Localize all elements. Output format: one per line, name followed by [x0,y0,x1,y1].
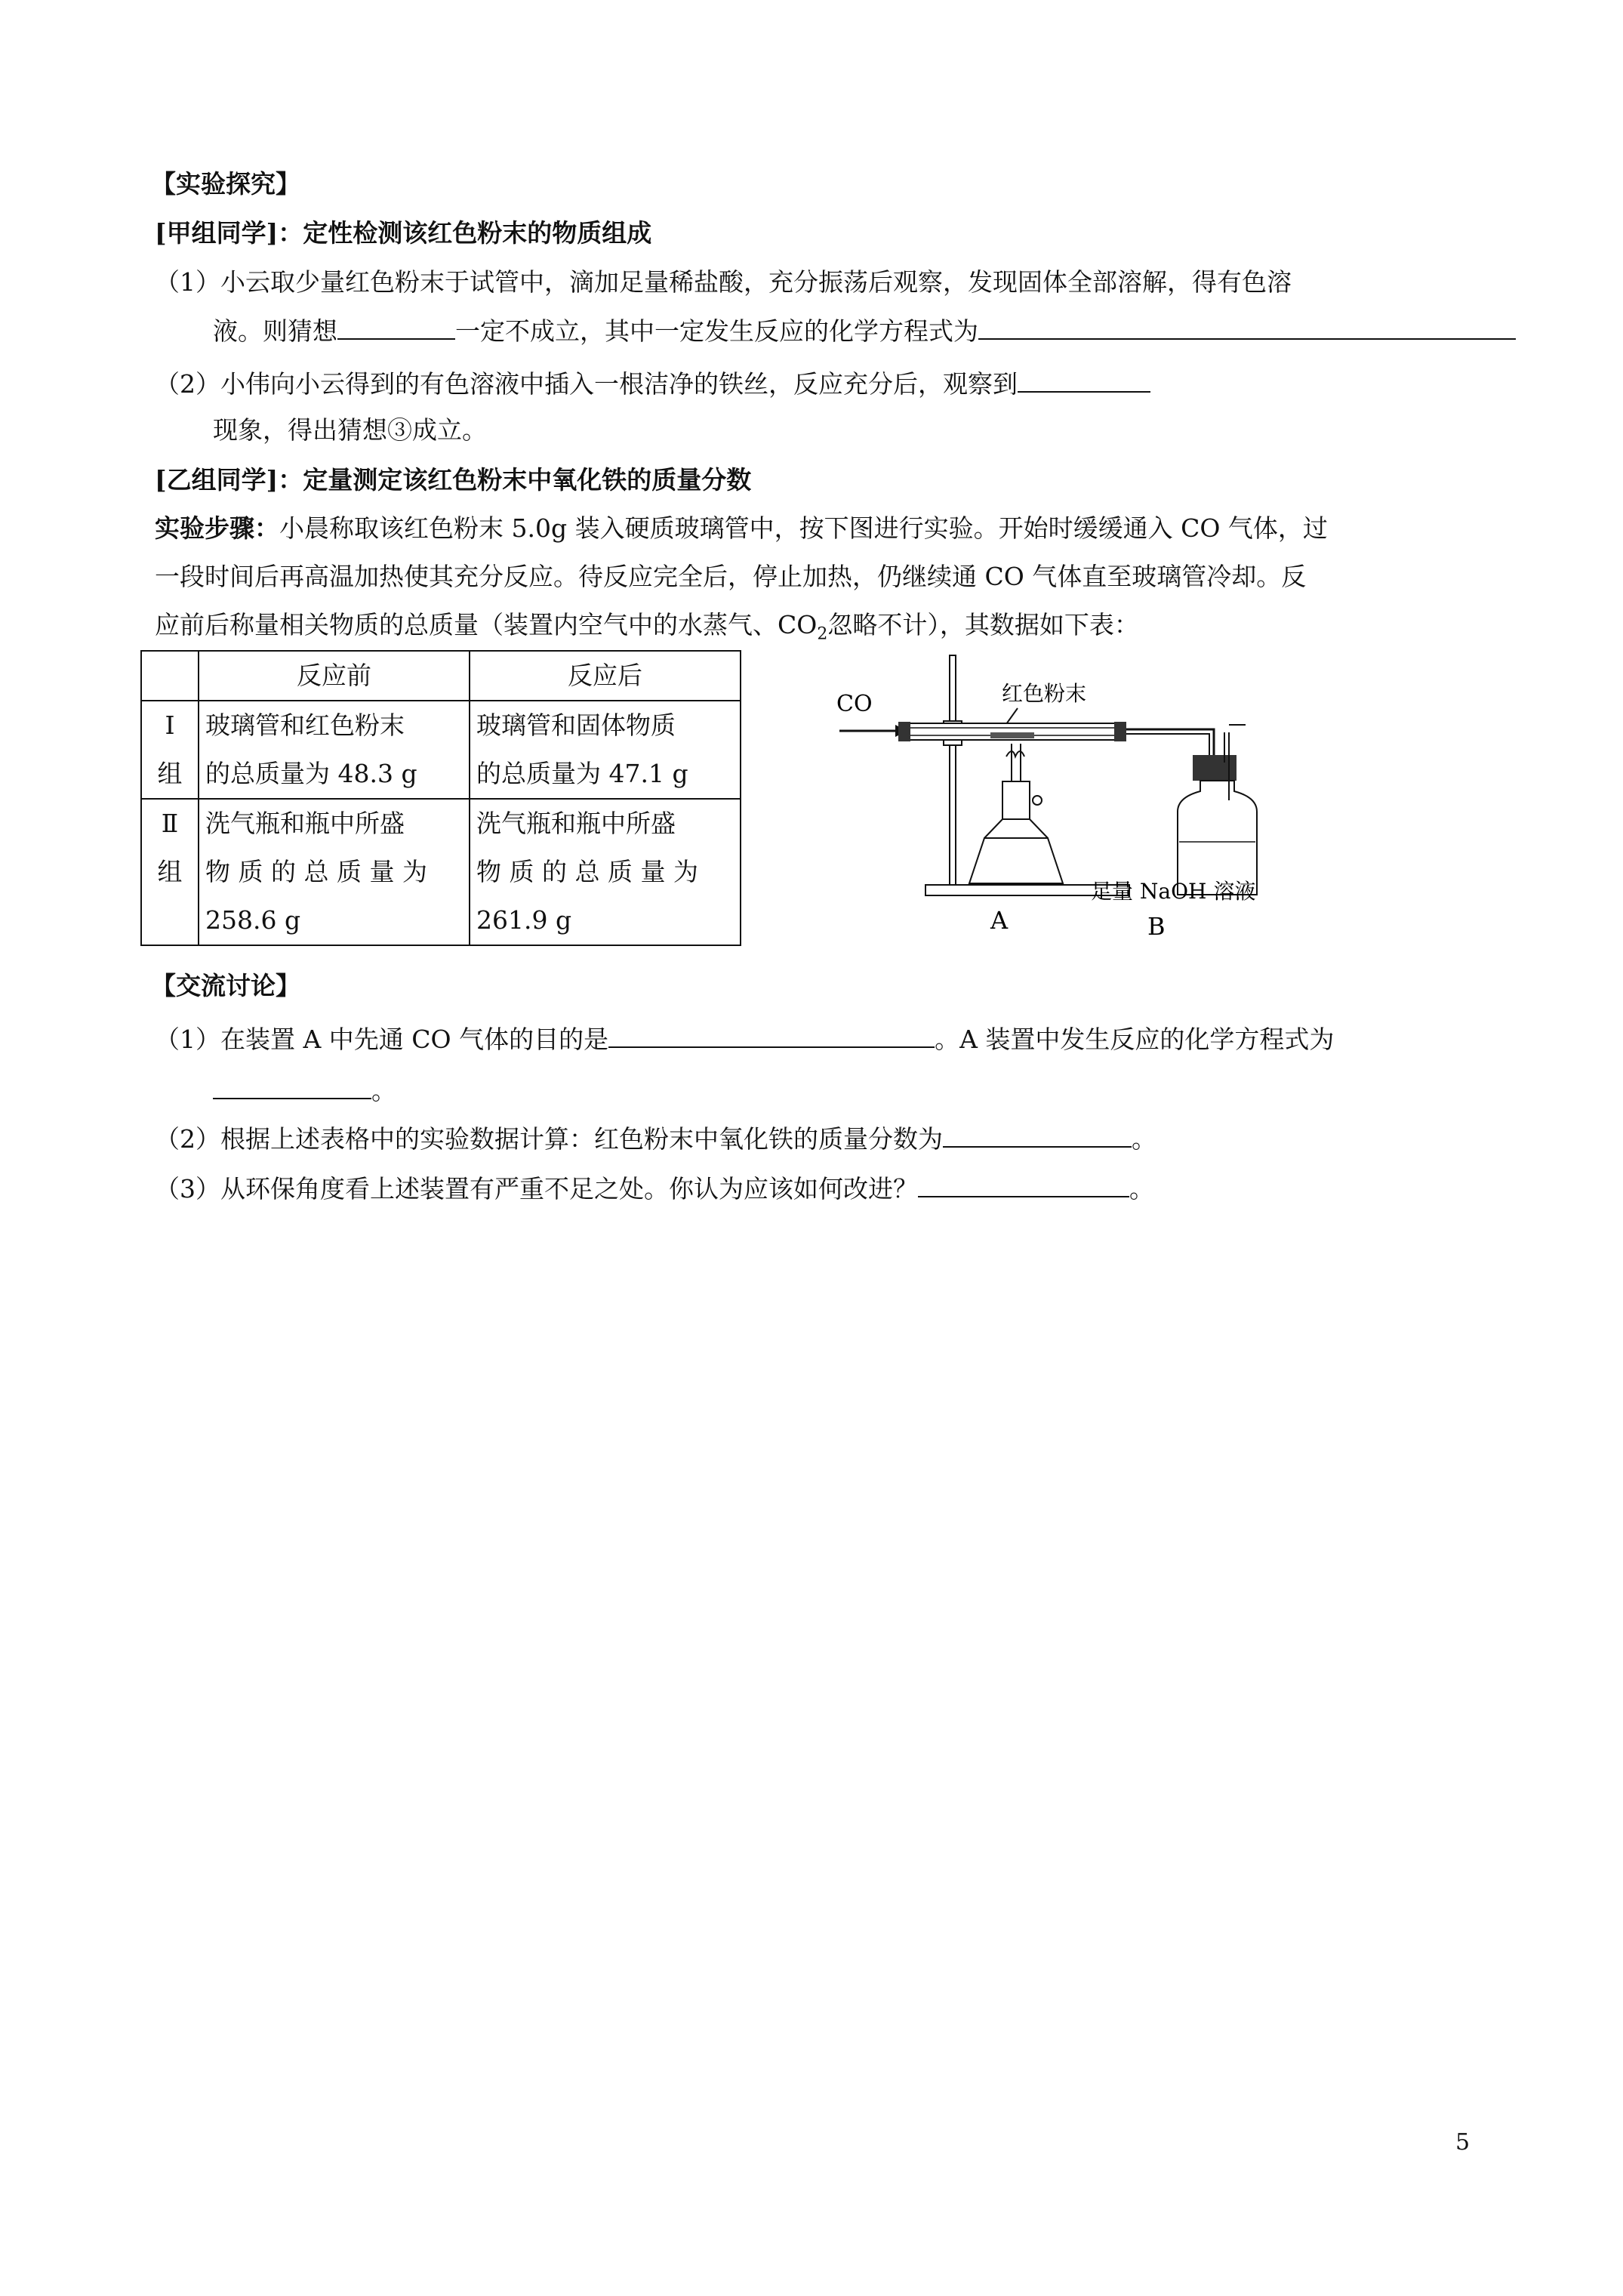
disc-q3-line [155,1170,1154,1206]
table-row [141,701,741,799]
row-label-numeral: Ⅰ [165,710,175,740]
row2-before-cell [199,799,470,945]
disc-q3-text-b: 。 [1129,1174,1154,1203]
disc-q2-text-a: （2）根据上述表格中的实验数据计算：红色粉末中氧化铁的质量分数为 [155,1124,943,1154]
disc-q2-line [155,1120,1156,1156]
q1-text-b: 一定不成立，其中一定发生反应的化学方程式为 [455,316,978,346]
row1-before-cell [199,701,470,799]
disc-q1-line1 [155,1021,1334,1056]
disc-q1-text-c: 。 [371,1076,396,1105]
row-label-numeral: Ⅱ [161,809,179,838]
burner-base [969,838,1063,883]
cell-text: 的总质量为 48.3 g [205,759,417,788]
answer-blank-purpose[interactable] [608,1021,935,1048]
step-label: 实验步骤： [155,513,279,543]
cell-text: 物 质 的 总 质 量 为 [205,857,427,886]
label-b: B [1147,912,1166,941]
row-label-group-1 [141,701,199,799]
answer-blank-reaction-equation[interactable] [213,1072,371,1099]
group-a-q1-line2 [213,313,1516,348]
cell-text: 玻璃管和固体物质 [476,710,676,740]
red-powder [990,732,1034,738]
disc-q2-text-b: 。 [1132,1124,1156,1154]
answer-blank-observation[interactable] [1018,365,1150,393]
row1-after-cell [470,701,741,799]
page-number: 5 [1455,2129,1471,2156]
q2-text: （2）小伟向小云得到的有色溶液中插入一根洁净的铁丝，反应充分后，观察到 [155,369,1018,399]
section-heading-discussion: 【交流讨论】 [151,971,300,1000]
cell-text: 的总质量为 47.1 g [476,759,688,788]
group-a-title: [甲组同学]：定性检测该红色粉末的物质组成 [155,218,652,248]
cell-text: 玻璃管和红色粉末 [205,710,405,740]
group-b-title: [乙组同学]：定量测定该红色粉末中氧化铁的质量分数 [155,465,752,495]
table-row [141,799,741,945]
answer-blank-mass-fraction[interactable] [943,1120,1132,1148]
apparatus-diagram [823,649,1283,948]
section-heading-experiment: 【实验探究】 [151,169,300,199]
cell-text: 物 质 的 总 质 量 为 [476,857,698,886]
cell-text: 洗气瓶和瓶中所盛 [476,809,676,838]
answer-blank-equation[interactable] [978,313,1516,340]
answer-blank-guess[interactable] [337,313,455,340]
disc-q1-line2 [213,1072,396,1108]
cell-text: 洗气瓶和瓶中所盛 [205,809,405,838]
answer-blank-improvement[interactable] [918,1170,1129,1197]
group-a-q1-line1: （1）小云取少量红色粉末于试管中，滴加足量稀盐酸，充分振荡后观察，发现固体全部溶解，得有色溶 [155,267,1292,297]
cell-text: 258.6 g [205,905,301,935]
disc-q1-text-a: （1）在装置 A 中先通 CO 气体的目的是 [155,1025,609,1054]
group-a-q2-line2: 现象，得出猜想③成立。 [213,415,487,445]
q1-text-a: 液。则猜想 [213,316,337,346]
disc-q1-text-b: 。A 装置中发生反应的化学方程式为 [935,1025,1335,1054]
table-corner-cell [141,651,199,701]
row2-after-cell [470,799,741,945]
powder-label: 红色粉末 [1002,681,1087,706]
co-label: CO [836,691,873,717]
step-text-3a: 应前后称量相关物质的总质量（装置内空气中的水蒸气、CO [155,610,818,639]
table-header-row [141,651,741,701]
naoh-label: 足量 NaOH 溶液 [1091,879,1256,904]
row-label-char: 组 [157,857,183,886]
step-text-3b: 忽略不计），其数据如下表： [827,610,1139,639]
co2-subscript: 2 [817,624,828,644]
burner-body [1002,781,1030,819]
disc-q3-text-a: （3）从环保角度看上述装置有严重不足之处。你认为应该如何改进？ [155,1174,918,1203]
header-before: 反应前 [199,651,470,701]
group-b-step-line1 [155,512,1328,545]
label-a: A [990,906,1009,935]
row-label-char: 组 [157,759,183,788]
step-text-1: 小晨称取该红色粉末 5.0g 装入硬质玻璃管中，按下图进行实验。开始时缓缓通入 CO 气体，过 [279,513,1328,543]
mass-data-table [140,650,741,946]
stand-rod [950,655,956,889]
bottle-stopper [1193,755,1236,781]
group-a-q2-line1 [155,365,1150,401]
cell-text: 261.9 g [476,905,572,935]
gas-washing-bottle [1178,781,1257,895]
flame-icon [1006,751,1024,757]
row-label-group-2 [141,799,199,945]
group-b-step-line2: 一段时间后再高温加热使其充分反应。待反应完全后，停止加热，仍继续通 CO 气体直至玻璃管冷却。反 [155,562,1307,591]
group-b-step-line3 [155,609,1139,652]
header-after: 反应后 [470,651,741,701]
